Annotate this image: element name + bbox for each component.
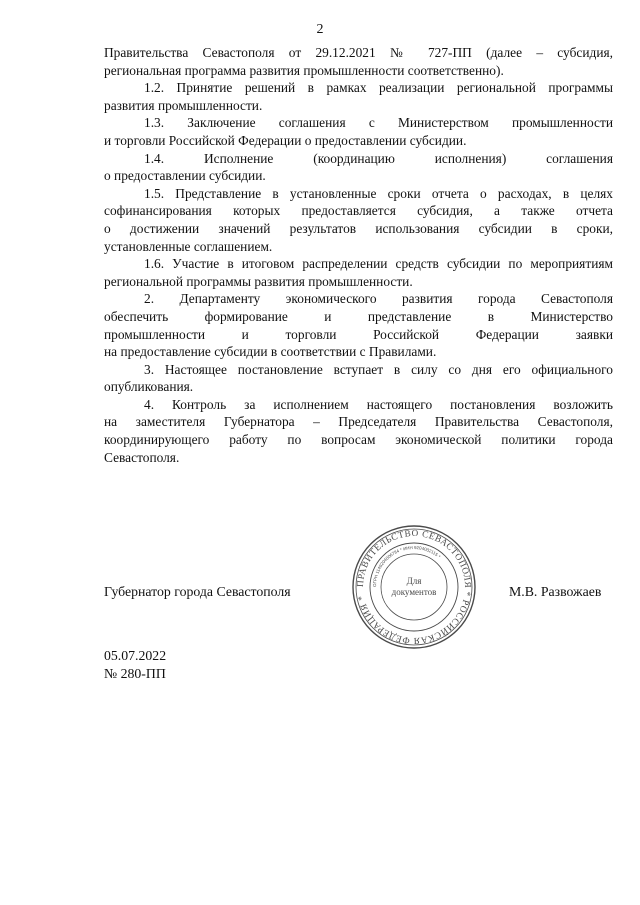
page-number: 2 [316, 22, 324, 37]
paragraph-line: 1.4. Исполнение (координацию исполнения) соглашения [144, 150, 613, 166]
paragraph-line: региональная программа развития промышленности соответственно). [104, 62, 504, 78]
document-number: № 280-ПП [104, 666, 166, 681]
paragraph-line: координирующего работу по вопросам экономической политики города [104, 432, 613, 448]
official-seal-stamp [351, 524, 477, 650]
paragraph-line: на предоставление субсидии в соответствии с Правилами. [104, 344, 437, 360]
paragraph-line: и торговли Российской Федерации о предоставлении субсидии. [104, 132, 467, 148]
paragraph-line: установленные соглашением. [104, 238, 273, 254]
paragraph-line: 1.5. Представление в установленные сроки отчета о расходах, в целях [144, 185, 613, 201]
paragraph-line: на заместителя Губернатора – Председателя Правительства Севастополя, [104, 414, 613, 430]
paragraph-line: развития промышленности. [104, 97, 263, 113]
document-date: 05.07.2022 [104, 648, 167, 663]
signatory-name: М.В. Развожаев [509, 584, 602, 599]
paragraph-line: софинансирования которых предоставляется субсидия, а также отчета [104, 203, 613, 219]
paragraph-line: о предоставлении субсидии. [104, 168, 266, 184]
paragraph-line: 3. Настоящее постановление вступает в силу со дня его официального [144, 361, 613, 377]
paragraph-line: 1.2. Принятие решений в рамках реализации региональной программы [144, 80, 613, 96]
paragraph-line: Правительства Севастополя от 29.12.2021 № 727-ПП (далее – субсидия, [104, 45, 613, 60]
paragraph-line: о достижении значений результатов использования субсидии в сроки, [104, 220, 613, 236]
paragraph-line: обеспечить формирование и представление в Министерство [104, 308, 613, 324]
signatory-position: Губернатор города Севастополя [104, 584, 291, 599]
paragraph-line: промышленности и торговли Российской Федерации заявки [104, 326, 613, 342]
paragraph-line: 1.3. Заключение соглашения с Министерством промышленности [144, 115, 613, 131]
paragraph-line: Севастополя. [104, 449, 180, 465]
paragraph-line: региональной программы развития промышленности. [104, 273, 413, 289]
paragraph-line: 2. Департаменту экономического развития города Севастополя [144, 291, 613, 307]
seal-center-line-2: документов [391, 587, 437, 597]
paragraph-line: 1.6. Участие в итоговом распределении средств субсидии по мероприятиям [144, 256, 613, 272]
seal-outer-text: ПРАВИТЕЛЬСТВО СЕВАСТОПОЛЯ * РОССИЙСКАЯ ФЕДЕРАЦИЯ * [354, 527, 474, 647]
paragraph-line: 4. Контроль за исполнением настоящего постановления возложить [144, 396, 613, 412]
document-body [104, 44, 613, 466]
seal-inner-text: ОГРН 1149204006784 * ИНН 9204002115 * [371, 544, 442, 588]
paragraph-line: опубликования. [104, 379, 194, 395]
seal-center-line-1: Для [406, 576, 422, 586]
